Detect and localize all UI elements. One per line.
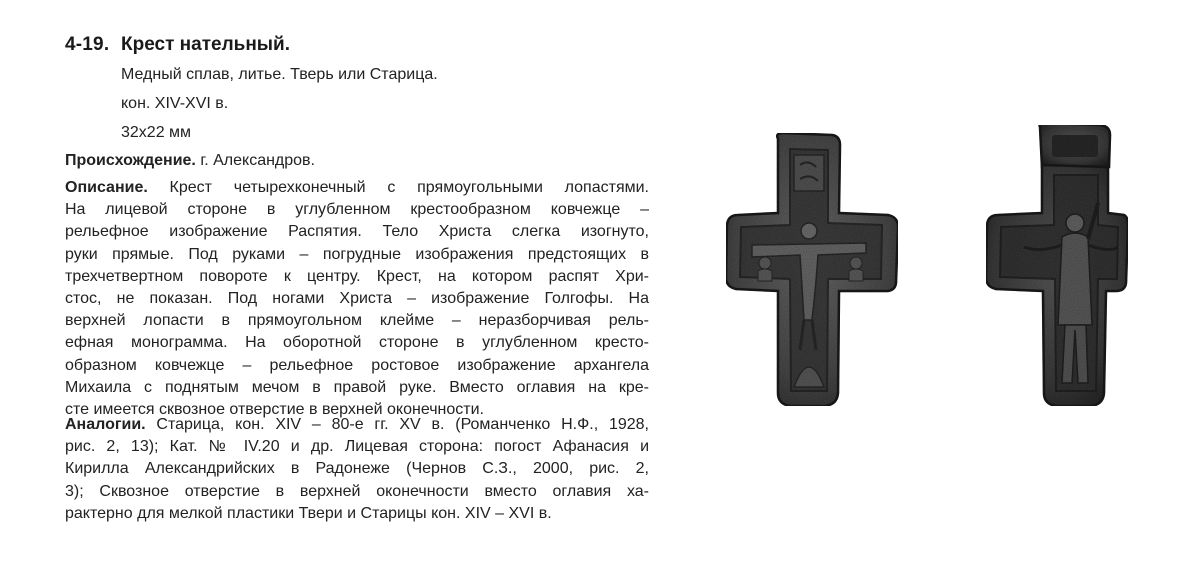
analogies-line: рис. 2, 13); Кат. № IV.20 и др. Лицевая сторона: погост Афанасия и	[65, 438, 649, 456]
description-line: руки прямые. Под руками – погрудные изображения предстоящих в	[65, 245, 649, 263]
description-line: рельефное изображение Распятия. Тело Христа слегка изогнуто,	[65, 223, 649, 241]
description-line: трехчетвертном повороте к центру. Крест, на котором распят Хри-	[65, 267, 649, 285]
description-line: сте имеется сквозное отверстие в верхней оконечности.	[65, 401, 484, 419]
provenance-text: г. Александров.	[200, 152, 315, 169]
description-label: Описание.	[65, 179, 148, 196]
analogies-label: Аналогии.	[65, 416, 146, 433]
description-line: стос, не показан. Под ногами Христа – изображение Голгофы. На	[65, 290, 649, 308]
cross-reverse-image	[986, 125, 1128, 406]
cross-obverse-image	[726, 133, 898, 406]
description-line: На лицевой стороне в углубленном крестообразном ковчежце –	[65, 201, 649, 219]
description-line: образном ковчежце – рельефное ростовое изображение архангела	[65, 356, 649, 374]
provenance-paragraph	[65, 150, 655, 172]
date-line: кон. XIV-XVI в.	[121, 95, 229, 112]
analogies-line: рактерно для мелкой пластики Твери и Старицы кон. XIV – XVI в.	[65, 504, 552, 522]
analogies-line: Старица, кон. XIV – 80-е гг. XV в. (Романченко Н.Ф., 1928,	[156, 416, 649, 433]
description-line: верхней лопасти в прямоугольном клейме – неразборчивая рель-	[65, 312, 649, 330]
catalog-entry-number: 4-19.	[65, 34, 110, 55]
analogies-paragraph	[65, 414, 655, 525]
material-line: Медный сплав, литье. Тверь или Старица.	[121, 66, 438, 83]
size-line: 32х22 мм	[121, 124, 192, 141]
description-paragraph	[65, 177, 655, 421]
provenance-label: Происхождение.	[65, 152, 196, 169]
catalog-entry-title: Крест нательный.	[121, 34, 290, 55]
description-line: ефная монограмма. На оборотной стороне в углубленном кресто-	[65, 334, 649, 352]
description-line: Михаила с поднятым мечом в правой руке. Вместо оглавия на кре-	[65, 378, 649, 396]
cross-photographs	[720, 125, 1130, 425]
analogies-line: 3); Сквозное отверстие в верхней оконечности вместо оглавия ха-	[65, 482, 649, 500]
description-line: Крест четырехконечный с прямоугольными лопастями.	[169, 179, 649, 196]
analogies-line: Кирилла Александрийских в Радонеже (Чернов С.З., 2000, рис. 2,	[65, 460, 649, 478]
